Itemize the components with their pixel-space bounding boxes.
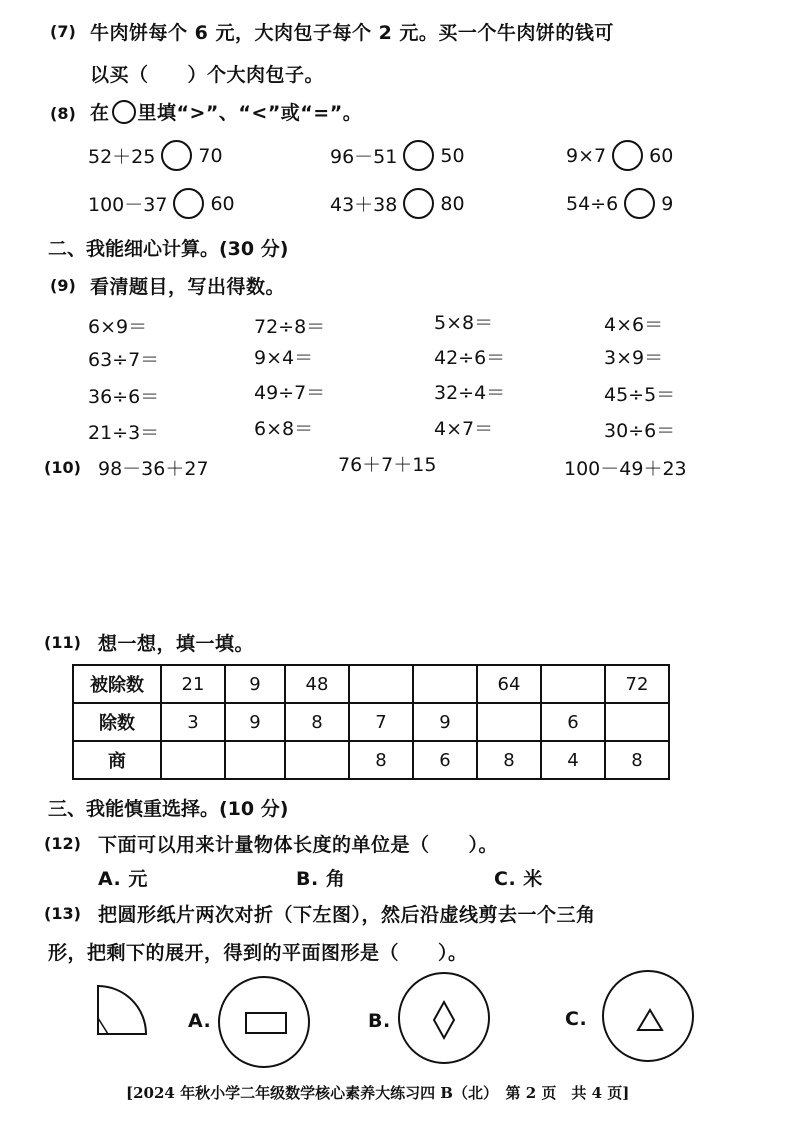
q8-number: (8)	[50, 104, 76, 123]
q13-option-a[interactable]	[218, 976, 310, 1068]
q9-item: 4×6＝	[604, 314, 664, 336]
q9-item: 42÷6＝	[434, 347, 506, 369]
section-3-title: 三、我能慎重选择。(10 分)	[48, 798, 289, 820]
q12-option-c[interactable]: C. 米	[494, 868, 543, 890]
q8-item-left: 9×7	[566, 144, 607, 167]
table-cell: 8	[349, 741, 413, 779]
q9-text: 看清题目，写出得数。	[90, 276, 286, 298]
table-row-label: 被除数	[73, 665, 161, 703]
q9-item: 3×9＝	[604, 347, 664, 369]
q8-item-left: 43＋38	[330, 194, 398, 216]
q9-item: 32÷4＝	[434, 382, 506, 404]
table-cell: 21	[161, 665, 225, 703]
q8-text-before: 在	[90, 102, 110, 124]
table-cell[interactable]	[605, 703, 669, 741]
compare-circle[interactable]	[173, 188, 204, 219]
table-cell[interactable]	[285, 741, 349, 779]
table-cell: 6	[541, 703, 605, 741]
q10-item: 100－49＋23	[564, 458, 687, 480]
q9-item: 63÷7＝	[88, 349, 160, 371]
table-cell[interactable]	[413, 665, 477, 703]
q8-item-right: 80	[440, 192, 465, 215]
q9-number: (9)	[50, 276, 76, 295]
table-cell[interactable]	[225, 741, 285, 779]
table-cell: 64	[477, 665, 541, 703]
q8-item-right: 60	[649, 144, 674, 167]
table-row-label: 商	[73, 741, 161, 779]
diamond-icon	[400, 974, 488, 1062]
q12-option-b[interactable]: B. 角	[296, 868, 346, 890]
table-cell: 7	[349, 703, 413, 741]
q8-item-left: 54÷6	[566, 192, 619, 215]
table-cell[interactable]	[541, 665, 605, 703]
q9-item: 21÷3＝	[88, 422, 160, 444]
q9-item: 45÷5＝	[604, 384, 676, 406]
q11-text: 想一想，填一填。	[98, 633, 255, 655]
q8-item	[566, 140, 673, 171]
q8-item-left: 96－51	[330, 146, 398, 168]
q10-item: 98－36＋27	[98, 458, 209, 480]
q13-option-a-label[interactable]: A.	[188, 1010, 212, 1032]
table-cell: 8	[605, 741, 669, 779]
table-row	[73, 741, 669, 779]
q8-instruction	[90, 98, 362, 125]
table-cell[interactable]	[161, 741, 225, 779]
q9-item: 30÷6＝	[604, 420, 676, 442]
q7-line2: 以买（ ）个大肉包子。	[90, 64, 325, 86]
q9-item: 49÷7＝	[254, 382, 326, 404]
q9-item: 9×4＝	[254, 347, 314, 369]
q12-option-a[interactable]: A. 元	[98, 868, 148, 890]
compare-circle[interactable]	[624, 188, 655, 219]
folded-quarter-circle-icon	[92, 980, 152, 1040]
table-cell[interactable]	[349, 665, 413, 703]
q8-item	[330, 188, 465, 219]
q8-item-left: 100－37	[88, 194, 168, 216]
table-cell: 3	[161, 703, 225, 741]
compare-circle[interactable]	[403, 188, 434, 219]
q13-option-b-label[interactable]: B.	[368, 1010, 391, 1032]
triangle-icon	[604, 972, 692, 1060]
q9-item: 5×8＝	[434, 312, 494, 334]
table-cell[interactable]	[477, 703, 541, 741]
q13-option-c[interactable]	[602, 970, 694, 1062]
q10-number: (10)	[44, 458, 81, 477]
section-2-title: 二、我能细心计算。(30 分)	[48, 238, 289, 260]
q9-item: 4×7＝	[434, 418, 494, 440]
q13-option-c-label[interactable]: C.	[565, 1008, 588, 1030]
compare-circle[interactable]	[612, 140, 643, 171]
q7-number: (7)	[50, 22, 76, 41]
q12-number: (12)	[44, 834, 81, 853]
q8-item-right: 60	[210, 192, 235, 215]
rectangle-icon	[220, 978, 308, 1066]
q9-item: 36÷6＝	[88, 386, 160, 408]
q8-item-right: 9	[661, 192, 674, 215]
table-cell: 8	[477, 741, 541, 779]
q12-text: 下面可以用来计量物体长度的单位是（ ）。	[98, 834, 499, 856]
compare-circle[interactable]	[403, 140, 434, 171]
table-cell: 9	[225, 665, 285, 703]
page-footer: [2024 年秋小学二年级数学核心素养大练习四 B（北） 第 2 页 共 4 页]	[126, 1084, 630, 1102]
q8-item	[88, 140, 223, 171]
table-row	[73, 665, 669, 703]
compare-circle[interactable]	[161, 140, 192, 171]
q7-line1: 牛肉饼每个 6 元，大肉包子每个 2 元。买一个牛肉饼的钱可	[90, 22, 614, 44]
table-cell: 6	[413, 741, 477, 779]
q8-item-right: 50	[440, 144, 465, 167]
q8-item	[88, 188, 235, 219]
circle-icon	[112, 100, 136, 124]
q9-item: 6×8＝	[254, 418, 314, 440]
table-row-label: 除数	[73, 703, 161, 741]
table-cell: 9	[225, 703, 285, 741]
table-cell: 72	[605, 665, 669, 703]
q8-item	[566, 188, 673, 219]
q13-number: (13)	[44, 904, 81, 923]
q9-item: 6×9＝	[88, 316, 148, 338]
q13-line1: 把圆形纸片两次对折（下左图），然后沿虚线剪去一个三角	[98, 904, 596, 926]
table-cell: 8	[285, 703, 349, 741]
q8-text-after: 里填“>”、“<”或“=”。	[137, 102, 363, 124]
q10-item: 76＋7＋15	[338, 454, 437, 476]
q13-option-b[interactable]	[398, 972, 490, 1064]
q11-number: (11)	[44, 633, 81, 652]
table-cell: 9	[413, 703, 477, 741]
q8-item-right: 70	[198, 144, 223, 167]
q9-item: 72÷8＝	[254, 316, 326, 338]
q13-line2: 形，把剩下的展开，得到的平面图形是（ ）。	[48, 942, 468, 964]
table-row	[73, 703, 669, 741]
q8-item-left: 52＋25	[88, 146, 156, 168]
table-cell: 48	[285, 665, 349, 703]
division-table	[72, 664, 670, 780]
q8-item	[330, 140, 465, 171]
table-cell: 4	[541, 741, 605, 779]
